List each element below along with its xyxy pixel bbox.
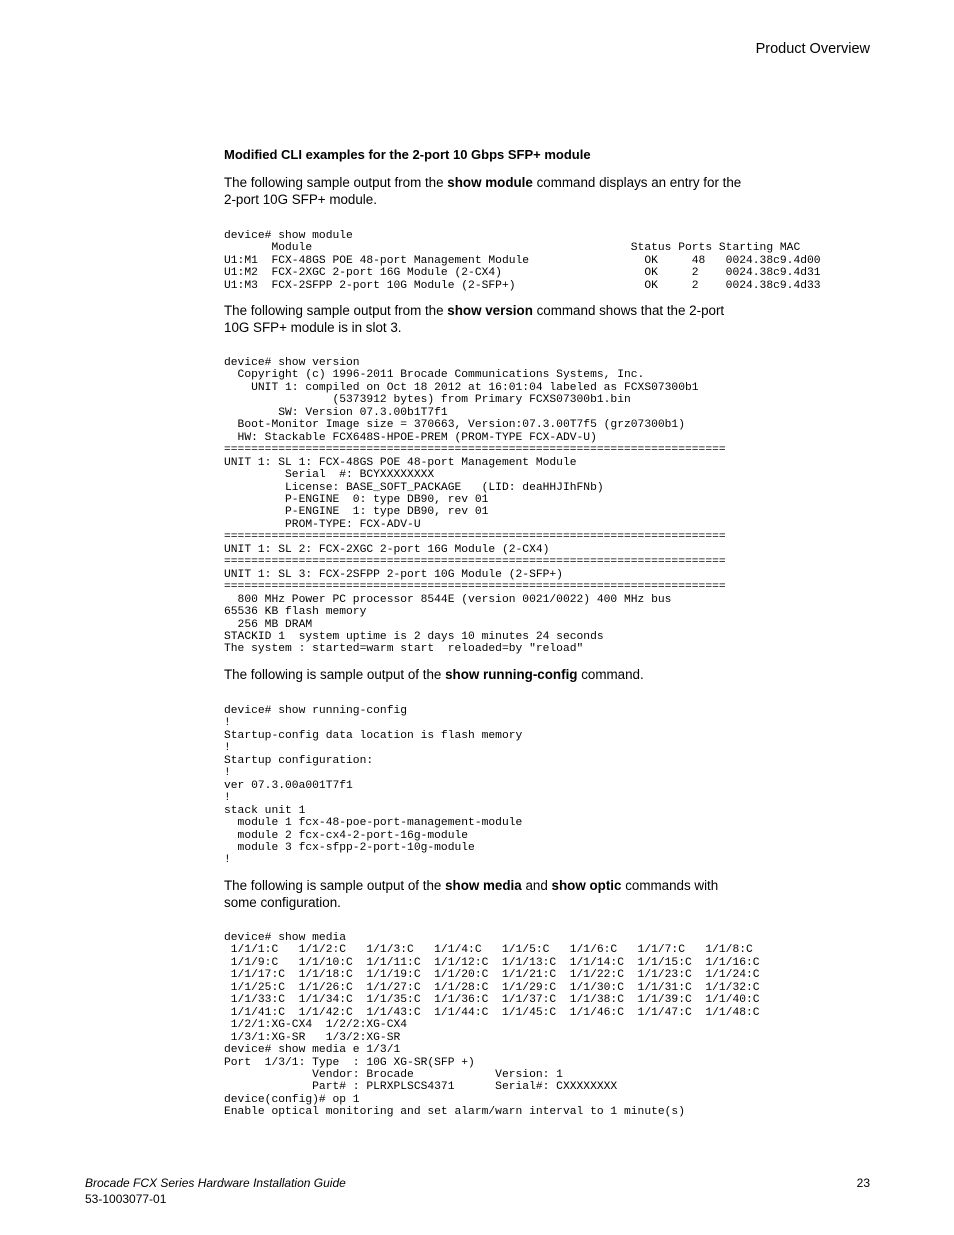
code-show-module: device# show module Module Status Ports Starting MAC U1:M1 FCX-48GS POE 48-port Management Module OK 48 0024.38c9.4d00 U1:M2 FCX-2XGC 2-port 16G Module (2-CX4) OK 2 0024.38c9.4d31 U1:M3 FCX-2SFPP 2-port 10G Module (2-SFP+) OK 2 0024.38c9.4d33 bbox=[224, 230, 821, 292]
footer bbox=[85, 1175, 346, 1207]
footer-title: Brocade FCX Series Hardware Installation Guide bbox=[85, 1176, 346, 1190]
para-text: commands with some configuration. bbox=[224, 878, 719, 910]
command-name: show module bbox=[447, 175, 533, 190]
code-show-media: device# show media 1/1/1:C 1/1/2:C 1/1/3:C 1/1/4:C 1/1/5:C 1/1/6:C 1/1/7:C 1/1/8:C 1/1/9:C 1/1/10:C 1/1/11:C 1/1/12:C 1/1/13:C 1/1/14:C 1/1/15:C 1/1/16:C 1/1/17:C 1/1/18:C 1/1/19:C 1/1/20:C 1/1/21:C 1/1/22:C 1/1/23:C 1/1/24:C 1/1/25:C 1/1/26:C 1/1/27:C 1/1/28:C 1/1/29:C 1/1/30:C 1/1/31:C 1/1/32:C 1/1/33:C 1/1/34:C 1/1/35:C 1/1/36:C 1/1/37:C 1/1/38:C 1/1/39:C 1/1/40:C 1/1/41:C 1/1/42:C 1/1/43:C 1/1/44:C 1/1/45:C 1/1/46:C 1/1/47:C 1/1/48:C 1/2/1:XG-CX4 1/2/2:XG-CX4 1/3/1:XG-SR 1/3/2:XG-SR device# show media e 1/3/1 Port 1/3/1: Type : 10G XG-SR(SFP +) Vendor: Brocade Version: 1 Part# : PLRXPLSCS4371 Serial#: CXXXXXXXX device(config)# op 1 Enable optical monitoring and set alarm/warn interval to 1 minute(s) bbox=[224, 932, 760, 1119]
para-text: The following is sample output of the bbox=[224, 878, 446, 893]
para-text: command displays an entry for the 2-port 10G SFP+ module. bbox=[224, 175, 742, 207]
para-text: command. bbox=[577, 667, 644, 682]
footer-doc-number: 53-1003077-01 bbox=[85, 1192, 167, 1206]
running-header: Product Overview bbox=[755, 41, 870, 57]
para-text: command shows that the 2-port 10G SFP+ module is in slot 3. bbox=[224, 303, 725, 335]
section-heading: Modified CLI examples for the 2-port 10 Gbps SFP+ module bbox=[224, 147, 591, 162]
command-name: show running-config bbox=[445, 667, 578, 682]
para-text: The following sample output from the bbox=[224, 303, 448, 318]
paragraph-show-media bbox=[224, 877, 744, 911]
para-text: The following is sample output of the bbox=[224, 667, 446, 682]
code-show-version: device# show version Copyright (c) 1996-2011 Brocade Communications Systems, Inc. UNIT 1: compiled on Oct 18 2012 at 16:01:04 labeled as FCXS07300b1 (5373912 bytes) from Primary FCXS07300b1.bin SW: Version 07.3.00b1T7f1 Boot-Monitor Image size = 370663, Version:07.3.00T7f5 (grz07300b1) HW: Stackable FCX648S-HPOE-PREM (PROM-TYPE FCX-ADV-U) ========================================================================== UNIT 1: SL 1: FCX-48GS POE 48-port Management Module Serial #: BCYXXXXXXXX License: BASE_SOFT_PACKAGE (LID: deaHHJIhFNb) P-ENGINE 0: type DB90, rev 01 P-ENGINE 1: type DB90, rev 01 PROM-TYPE: FCX-ADV-U ========================================================================== UNIT 1: SL 2: FCX-2XGC 2-port 16G Module (2-CX4) ========================================================================== UNIT 1: SL 3: FCX-2SFPP 2-port 10G Module (2-SFP+) ========================================================================== 800 MHz Power PC processor 8544E (version 0021/0022) 400 MHz bus 65536 KB flash memory 256 MB DRAM STACKID 1 system uptime is 2 days 10 minutes 24 seconds The system : started=warm start reloaded=by "reload" bbox=[224, 357, 726, 656]
code-show-running-config: device# show running-config ! Startup-config data location is flash memory ! Startup configuration: ! ver 07.3.00a001T7f1 ! stack unit 1 module 1 fcx-48-poe-port-management-module module 2 fcx-cx4-2-port-16g-module module 3 fcx-sfpp-2-port-10g-module ! bbox=[224, 705, 523, 867]
para-text: and bbox=[521, 878, 552, 893]
paragraph-show-running-config bbox=[224, 666, 744, 683]
para-text: The following sample output from the bbox=[224, 175, 448, 190]
command-name: show version bbox=[447, 303, 533, 318]
paragraph-show-module bbox=[224, 174, 744, 208]
page-number: 23 bbox=[856, 1176, 870, 1190]
command-name: show optic bbox=[551, 878, 622, 893]
command-name: show media bbox=[445, 878, 522, 893]
paragraph-show-version bbox=[224, 302, 744, 336]
